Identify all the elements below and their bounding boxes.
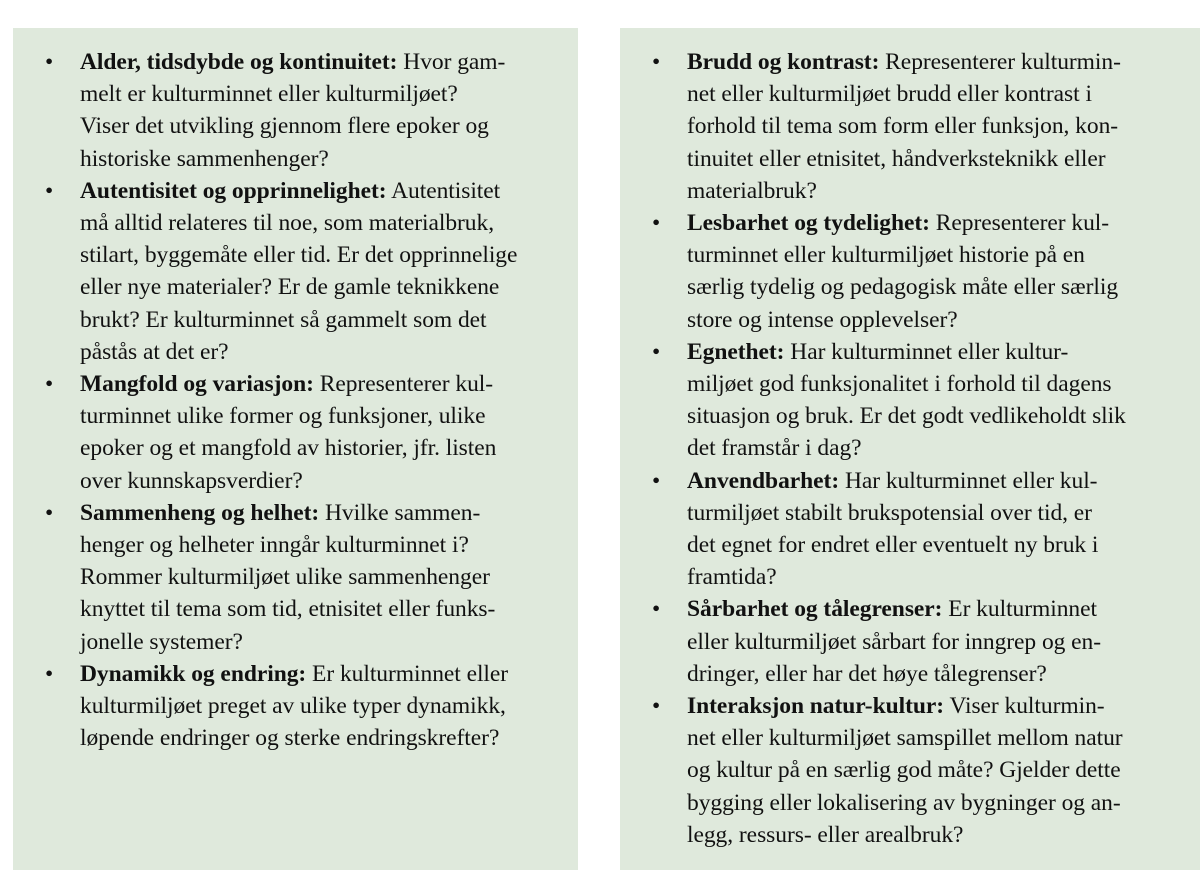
criterion-term: Interaksjon natur-kultur: bbox=[687, 693, 945, 720]
criterion-term: Lesbarhet og tydelighet: bbox=[687, 210, 930, 237]
criterion-item bbox=[637, 465, 1186, 594]
criterion-term: Sårbarhet og tålegrenser: bbox=[687, 596, 943, 623]
right-criteria-panel bbox=[620, 28, 1200, 870]
criterion-item bbox=[637, 593, 1186, 690]
criterion-item bbox=[30, 368, 564, 497]
criterion-item bbox=[637, 336, 1186, 465]
criterion-item bbox=[30, 46, 564, 175]
criterion-term: Sammenheng og helhet: bbox=[80, 499, 320, 526]
bullet-icon: • bbox=[652, 338, 661, 365]
bullet-icon: • bbox=[45, 371, 54, 398]
criterion-text: Viser kulturmin- net eller kulturmiljøet samspillet mellom natur og kultur på en særlig god måte? Gjelder dette bygging eller lokalisering av bygninger og an- legg, ressurs- eller arealbruk? bbox=[687, 693, 1123, 848]
bullet-icon: • bbox=[652, 467, 661, 494]
criterion-item bbox=[30, 658, 564, 755]
left-criteria-panel bbox=[13, 28, 578, 870]
criterion-text: Har kulturminnet eller kul- turmiljøet stabilt brukspotensial over tid, er det egnet for endret eller eventuelt ny bruk i framtida? bbox=[687, 467, 1099, 591]
criterion-text: Har kulturminnet eller kultur- miljøet god funksjonalitet i forhold til dagens situasjon og bruk. Er det godt vedlikeholdt slik det framstår i dag? bbox=[687, 338, 1126, 462]
criterion-term: Autentisitet og opprinnelighet: bbox=[80, 177, 387, 204]
criterion-term: Dynamikk og endring: bbox=[80, 660, 307, 687]
left-criteria-list bbox=[30, 46, 564, 754]
right-criteria-list bbox=[637, 46, 1186, 851]
criterion-text: Representerer kul- turminnet ulike former og funksjoner, ulike epoker og et mangfold av historier, jfr. listen over kunnskapsverdier? bbox=[80, 371, 497, 494]
criterion-text: Er kulturminnet eller kulturmiljøet sårbart for inngrep og en- dringer, eller har det høye tålegrenser? bbox=[687, 596, 1102, 687]
bullet-icon: • bbox=[45, 49, 54, 75]
criterion-text: Representerer kulturmin- net eller kulturmiljøet brudd eller kontrast i forhold til tema som form eller funksjon, kon- tinuitet eller etnisitet, håndverksteknikk eller materialbruk? bbox=[687, 49, 1121, 204]
bullet-icon: • bbox=[652, 210, 661, 237]
criterion-item bbox=[30, 175, 564, 368]
criterion-text: Hvilke sammen- henger og helheter inngår kulturminnet i? Rommer kulturmiljøet ulike sammenhenger knyttet til tema som tid, etnisitet eller funks- jonelle systemer? bbox=[80, 499, 496, 655]
criterion-term: Egnethet: bbox=[687, 338, 785, 365]
bullet-icon: • bbox=[45, 177, 54, 204]
criterion-item bbox=[637, 46, 1186, 207]
criterion-text: Representerer kul- turminnet eller kulturmiljøet historie på en særlig tydelig og pedagogisk måte eller særlig store og intense opplevelser? bbox=[687, 210, 1119, 333]
criterion-item bbox=[30, 497, 564, 658]
bullet-icon: • bbox=[45, 499, 54, 526]
bullet-icon: • bbox=[652, 693, 661, 720]
criterion-term: Mangfold og variasjon: bbox=[80, 371, 314, 398]
criterion-item bbox=[637, 690, 1186, 851]
criterion-text: Hvor gam- melt er kulturminnet eller kulturmiljøet? Viser det utvikling gjennom flere epoker og historiske sammenhenger? bbox=[80, 49, 506, 172]
criterion-term: Alder, tidsdybde og kontinuitet: bbox=[80, 49, 398, 75]
criterion-text: Autentisitet må alltid relateres til noe, som materialbruk, stilart, byggemåte eller tid. Er det opprinnelige eller nye materialer? Er de gamle teknikkene brukt? Er kulturminnet så gammelt som det påstås at det er? bbox=[80, 177, 518, 365]
criterion-term: Anvendbarhet: bbox=[687, 467, 840, 494]
criterion-term: Brudd og kontrast: bbox=[687, 49, 880, 75]
criterion-item bbox=[637, 207, 1186, 336]
bullet-icon: • bbox=[652, 596, 661, 623]
bullet-icon: • bbox=[652, 49, 661, 75]
criterion-text: Er kulturminnet eller kulturmiljøet preget av ulike typer dynamikk, løpende endringer og sterke endringskrefter? bbox=[80, 660, 509, 752]
bullet-icon: • bbox=[45, 660, 54, 687]
